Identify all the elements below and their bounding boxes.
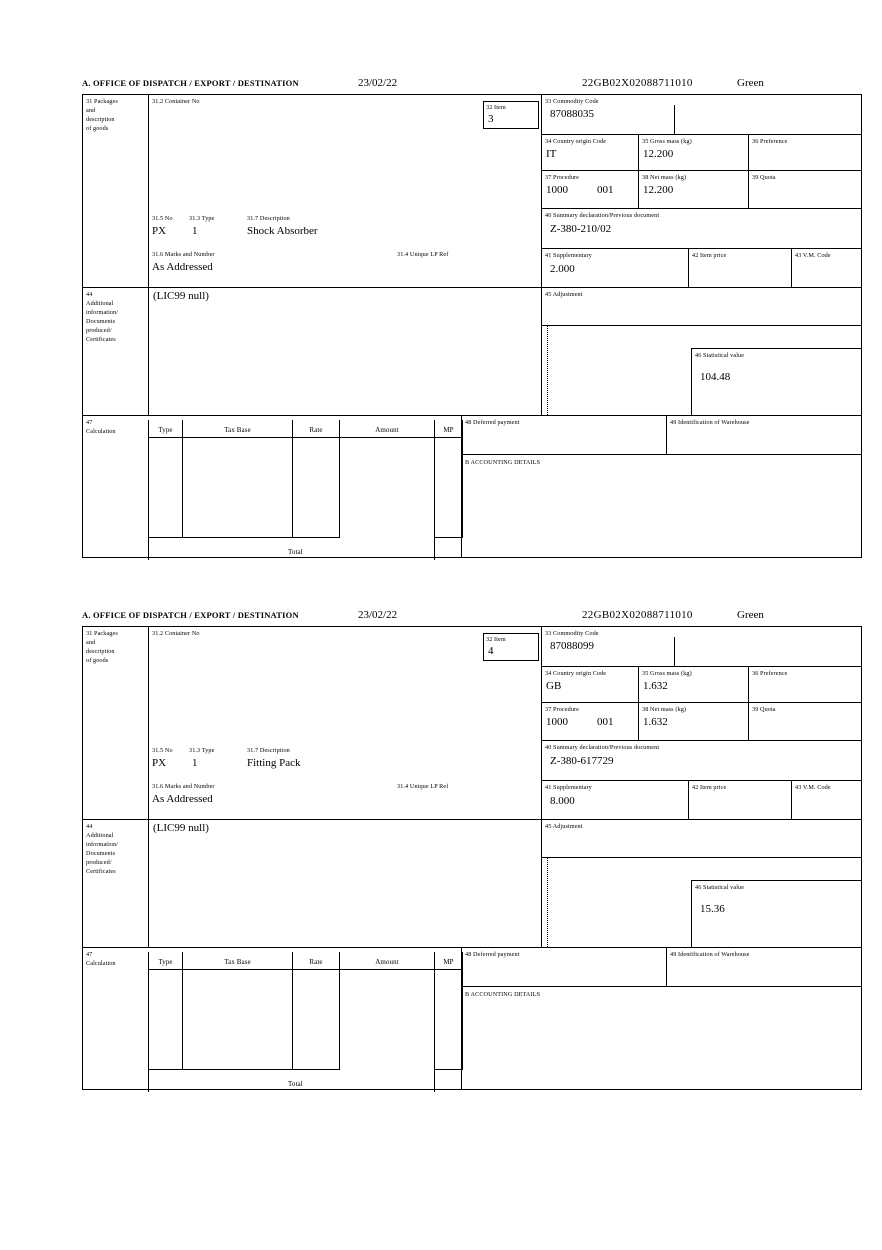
- box-34-country-origin-cell: [541, 135, 638, 171]
- box-31-label-line3: description: [86, 115, 115, 123]
- box-31-5-no-value: PX: [152, 225, 167, 237]
- box-41-supplementary-label: 41 Supplementary: [545, 784, 592, 791]
- box-44-additional-information-value: (LIC99 null): [153, 290, 209, 302]
- office-of-dispatch-label: A. OFFICE OF DISPATCH / EXPORT / DESTINATION: [82, 78, 299, 88]
- box-48-deferred-payment-cell: [461, 947, 666, 987]
- declaration-form-2: [82, 610, 862, 1090]
- box-31-6-marks-label: 31.6 Marks and Number: [152, 783, 215, 790]
- box-36-preference-label: 36 Preference: [752, 670, 788, 677]
- box-31-6-marks-value: As Addressed: [152, 793, 213, 805]
- box-49-identification-warehouse-cell: [666, 947, 861, 987]
- box-39-quota-cell: [748, 703, 861, 741]
- box-47-col-mp-body: [435, 970, 463, 1070]
- box-42-item-price-label: 42 Item price: [692, 252, 727, 259]
- box-31-label-line1: 31 Packages: [86, 630, 118, 637]
- box-33-commodity-code-cell: [541, 627, 861, 667]
- box-44-additional-information-value: (LIC99 null): [153, 822, 209, 834]
- box-33-commodity-code-value: 87088099: [550, 640, 594, 652]
- box-49-identification-warehouse-label: 49 Identification of Warehouse: [670, 419, 750, 426]
- box-47-total-left-border: [148, 1070, 149, 1092]
- box-46-left-border: [541, 326, 543, 415]
- box-31-3-type-value: 1: [192, 225, 198, 237]
- box-31-label-line4: of goods: [86, 656, 109, 664]
- box-34-country-origin-label: 34 Country origin Code: [545, 138, 607, 145]
- box-40-summary-declaration-value: Z-380-617729: [550, 755, 614, 767]
- box-44-label-line5: produced/: [86, 858, 112, 866]
- box-44-label-line6: Certificates: [86, 867, 116, 875]
- box-47-col-type-body: [148, 970, 183, 1070]
- box-47-label-cell: [83, 947, 148, 1090]
- box-31-2-container-no-label: 31.2 Container No: [152, 98, 200, 105]
- box-31-label-line4: of goods: [86, 124, 109, 132]
- box-47-col-taxbase-header: Tax Base: [183, 952, 293, 970]
- box-31-7-description-label: 31.7 Description: [247, 215, 290, 222]
- box-31-7-description-value: Shock Absorber: [247, 225, 318, 237]
- box-31-7-description-label: 31.7 Description: [247, 747, 290, 754]
- box-36-preference-label: 36 Preference: [752, 138, 788, 145]
- box-41-supplementary-value: 8.000: [550, 795, 575, 807]
- box-47-col-type-header: Type: [148, 952, 183, 970]
- box-47-col-amount-body: [340, 970, 435, 1092]
- box-38-net-mass-value: 12.200: [643, 184, 674, 196]
- box-31-2-container-no-label: 31.2 Container No: [152, 630, 200, 637]
- box-42-item-price-label: 42 Item price: [692, 784, 727, 791]
- box-47-col-amount-header: Amount: [340, 952, 435, 970]
- box-47-col-type-header: Type: [148, 420, 183, 438]
- box-44-label-line4: Documents: [86, 849, 116, 857]
- box-34-country-origin-cell: [541, 667, 638, 703]
- box-47-total-left-border: [148, 538, 149, 560]
- box-41-supplementary-cell: [541, 249, 688, 288]
- box-38-net-mass-cell: [638, 703, 748, 741]
- box-47-total-row: [148, 1070, 340, 1092]
- box-47-total-row: [148, 538, 340, 560]
- box-45-adjustment-cell: [541, 288, 861, 326]
- box-44-label-cell: [83, 819, 148, 947]
- box-47-label-line2: Calculation: [86, 427, 116, 435]
- office-of-dispatch-label: A. OFFICE OF DISPATCH / EXPORT / DESTINATION: [82, 610, 299, 620]
- box-47-col-mp-header: MP: [435, 420, 463, 438]
- box-37-procedure-value-2: 001: [597, 716, 614, 728]
- box-40-summary-declaration-value: Z-380-210/02: [550, 223, 612, 235]
- box-38-net-mass-cell: [638, 171, 748, 209]
- box-32-item-label: 32 Item: [486, 636, 506, 643]
- box-39-quota-label: 39 Quota: [752, 174, 776, 181]
- box-44-additional-information-cell: [148, 819, 541, 947]
- box-31-label-line3: description: [86, 647, 115, 655]
- mrn-number: 22GB02X02088711010: [582, 77, 693, 89]
- box-32-item-cell: [483, 633, 539, 661]
- box-34-country-origin-value: IT: [546, 148, 557, 160]
- box-33-divider: [674, 105, 675, 135]
- box-40-summary-declaration-label: 40 Summary declaration/Previous document: [545, 212, 660, 219]
- box-48-deferred-payment-label: 48 Deferred payment: [465, 419, 520, 426]
- box-31-4-unique-lp-label: 31.4 Unique LP Ref: [397, 251, 449, 258]
- box-31-5-no-value: PX: [152, 757, 167, 769]
- box-41-supplementary-label: 41 Supplementary: [545, 252, 592, 259]
- box-47-col-taxbase-body: [183, 438, 293, 538]
- box-40-summary-declaration-cell: [541, 209, 861, 249]
- box-44-label-line2: Additional: [86, 831, 114, 839]
- box-45-adjustment-cell: [541, 820, 861, 858]
- box-31-3-type-label: 31.3 Type: [189, 215, 215, 222]
- box-44-label-line3: information/: [86, 308, 119, 316]
- box-41-supplementary-cell: [541, 781, 688, 820]
- box-33-commodity-code-label: 33 Commodity Code: [545, 98, 599, 105]
- box-42-item-price-cell: [688, 249, 791, 288]
- mrn-number: 22GB02X02088711010: [582, 609, 693, 621]
- box-45-adjustment-label: 45 Adjustment: [545, 823, 583, 830]
- box-31-label-line2: and: [86, 638, 96, 646]
- box-32-item-value: 3: [488, 113, 494, 125]
- box-46-left-border: [541, 858, 543, 947]
- box-34-country-origin-label: 34 Country origin Code: [545, 670, 607, 677]
- box-47-label-line1: 47: [86, 419, 93, 426]
- box-31-label-cell: [83, 95, 148, 287]
- box-44-label-line2: Additional: [86, 299, 114, 307]
- box-44-additional-information-cell: [148, 287, 541, 415]
- box-40-summary-declaration-label: 40 Summary declaration/Previous document: [545, 744, 660, 751]
- box-46-statistical-value-cell: [691, 880, 861, 947]
- declaration-date: 23/02/22: [358, 609, 398, 621]
- box-47-col-type-body: [148, 438, 183, 538]
- box-31-3-type-value: 1: [192, 757, 198, 769]
- box-47-col-rate-body: [293, 970, 340, 1070]
- box-31-5-no-label: 31.5 No: [152, 747, 173, 754]
- box-43-vm-code-cell: [791, 781, 861, 820]
- box-47-col-mp-body: [435, 438, 463, 538]
- box-42-item-price-cell: [688, 781, 791, 820]
- box-47-col-amount-body: [340, 438, 435, 560]
- box-43-vm-code-label: 43 V.M. Code: [795, 784, 831, 791]
- box-46-statistical-value-value: 104.48: [700, 371, 731, 383]
- form-header: [82, 610, 862, 626]
- box-47-label-line2: Calculation: [86, 959, 116, 967]
- declaration-date: 23/02/22: [358, 77, 398, 89]
- box-b-accounting-details-label: B ACCOUNTING DETAILS: [465, 991, 541, 998]
- box-47-total-label: Total: [288, 1080, 303, 1088]
- box-35-gross-mass-label: 35 Gross mass (kg): [642, 670, 692, 677]
- box-47-col-taxbase-header: Tax Base: [183, 420, 293, 438]
- box-47-calculation-table: [148, 415, 461, 558]
- box-47-label-line1: 47: [86, 951, 93, 958]
- route-lane: Green: [737, 609, 764, 621]
- box-39-quota-cell: [748, 171, 861, 209]
- box-43-vm-code-label: 43 V.M. Code: [795, 252, 831, 259]
- box-31-5-no-label: 31.5 No: [152, 215, 173, 222]
- declaration-grid: [82, 626, 862, 1090]
- box-48-deferred-payment-cell: [461, 415, 666, 455]
- box-47-col-rate-header: Rate: [293, 420, 340, 438]
- box-46-statistical-value-label: 46 Statistical value: [695, 884, 745, 891]
- box-31-3-type-label: 31.3 Type: [189, 747, 215, 754]
- box-47-col-mp-header: MP: [435, 952, 463, 970]
- box-37-procedure-label: 37 Procedure: [545, 706, 580, 713]
- box-47-col-rate-header: Rate: [293, 952, 340, 970]
- box-38-net-mass-value: 1.632: [643, 716, 668, 728]
- box-37-procedure-value-1: 1000: [546, 184, 568, 196]
- box-37-procedure-value-1: 1000: [546, 716, 568, 728]
- box-44-label-line3: information/: [86, 840, 119, 848]
- box-44-label-line1: 44: [86, 823, 93, 830]
- box-33-commodity-code-value: 87088035: [550, 108, 594, 120]
- box-38-net-mass-label: 38 Net mass (kg): [642, 174, 687, 181]
- box-32-item-label: 32 Item: [486, 104, 506, 111]
- box-35-gross-mass-cell: [638, 135, 748, 171]
- box-46-statistical-value-value: 15.36: [700, 903, 725, 915]
- box-47-col-rate-body: [293, 438, 340, 538]
- box-36-preference-cell: [748, 135, 861, 171]
- box-31-4-unique-lp-label: 31.4 Unique LP Ref: [397, 783, 449, 790]
- box-31-6-marks-label: 31.6 Marks and Number: [152, 251, 215, 258]
- box-49-identification-warehouse-label: 49 Identification of Warehouse: [670, 951, 750, 958]
- box-33-commodity-code-label: 33 Commodity Code: [545, 630, 599, 637]
- box-37-procedure-label: 37 Procedure: [545, 174, 580, 181]
- box-43-vm-code-cell: [791, 249, 861, 288]
- box-44-label-line5: produced/: [86, 326, 112, 334]
- box-47-calculation-table: [148, 947, 461, 1090]
- route-lane: Green: [737, 77, 764, 89]
- box-38-net-mass-label: 38 Net mass (kg): [642, 706, 687, 713]
- box-33-commodity-code-cell: [541, 95, 861, 135]
- box-37-procedure-cell: [541, 703, 638, 741]
- box-35-gross-mass-value: 1.632: [643, 680, 668, 692]
- box-47-label-cell: [83, 415, 148, 558]
- box-37-procedure-cell: [541, 171, 638, 209]
- box-47-col-taxbase-body: [183, 970, 293, 1070]
- box-31-6-marks-value: As Addressed: [152, 261, 213, 273]
- box-44-label-line4: Documents: [86, 317, 116, 325]
- box-31-label-line1: 31 Packages: [86, 98, 118, 105]
- declaration-grid: [82, 94, 862, 558]
- box-45-adjustment-label: 45 Adjustment: [545, 291, 583, 298]
- declaration-form-1: [82, 78, 862, 558]
- box-39-quota-label: 39 Quota: [752, 706, 776, 713]
- box-b-accounting-details-label: B ACCOUNTING DETAILS: [465, 459, 541, 466]
- box-32-item-value: 4: [488, 645, 494, 657]
- form-header: [82, 78, 862, 94]
- box-35-gross-mass-value: 12.200: [643, 148, 674, 160]
- box-35-gross-mass-cell: [638, 667, 748, 703]
- box-44-label-line1: 44: [86, 291, 93, 298]
- box-b-accounting-details-cell: [461, 455, 861, 558]
- box-47-col-amount-header: Amount: [340, 420, 435, 438]
- box-49-identification-warehouse-cell: [666, 415, 861, 455]
- box-46-dotted-separator: [547, 858, 548, 947]
- box-36-preference-cell: [748, 667, 861, 703]
- box-48-deferred-payment-label: 48 Deferred payment: [465, 951, 520, 958]
- box-b-accounting-details-cell: [461, 987, 861, 1090]
- box-35-gross-mass-label: 35 Gross mass (kg): [642, 138, 692, 145]
- box-33-divider: [674, 637, 675, 667]
- box-37-procedure-value-2: 001: [597, 184, 614, 196]
- box-44-label-cell: [83, 287, 148, 415]
- box-41-supplementary-value: 2.000: [550, 263, 575, 275]
- box-31-label-cell: [83, 627, 148, 819]
- box-32-item-cell: [483, 101, 539, 129]
- box-40-summary-declaration-cell: [541, 741, 861, 781]
- box-46-statistical-value-cell: [691, 348, 861, 415]
- box-44-label-line6: Certificates: [86, 335, 116, 343]
- box-46-dotted-separator: [547, 326, 548, 415]
- box-47-total-label: Total: [288, 548, 303, 556]
- box-31-7-description-value: Fitting Pack: [247, 757, 301, 769]
- box-46-statistical-value-label: 46 Statistical value: [695, 352, 745, 359]
- box-31-label-line2: and: [86, 106, 96, 114]
- box-34-country-origin-value: GB: [546, 680, 562, 692]
